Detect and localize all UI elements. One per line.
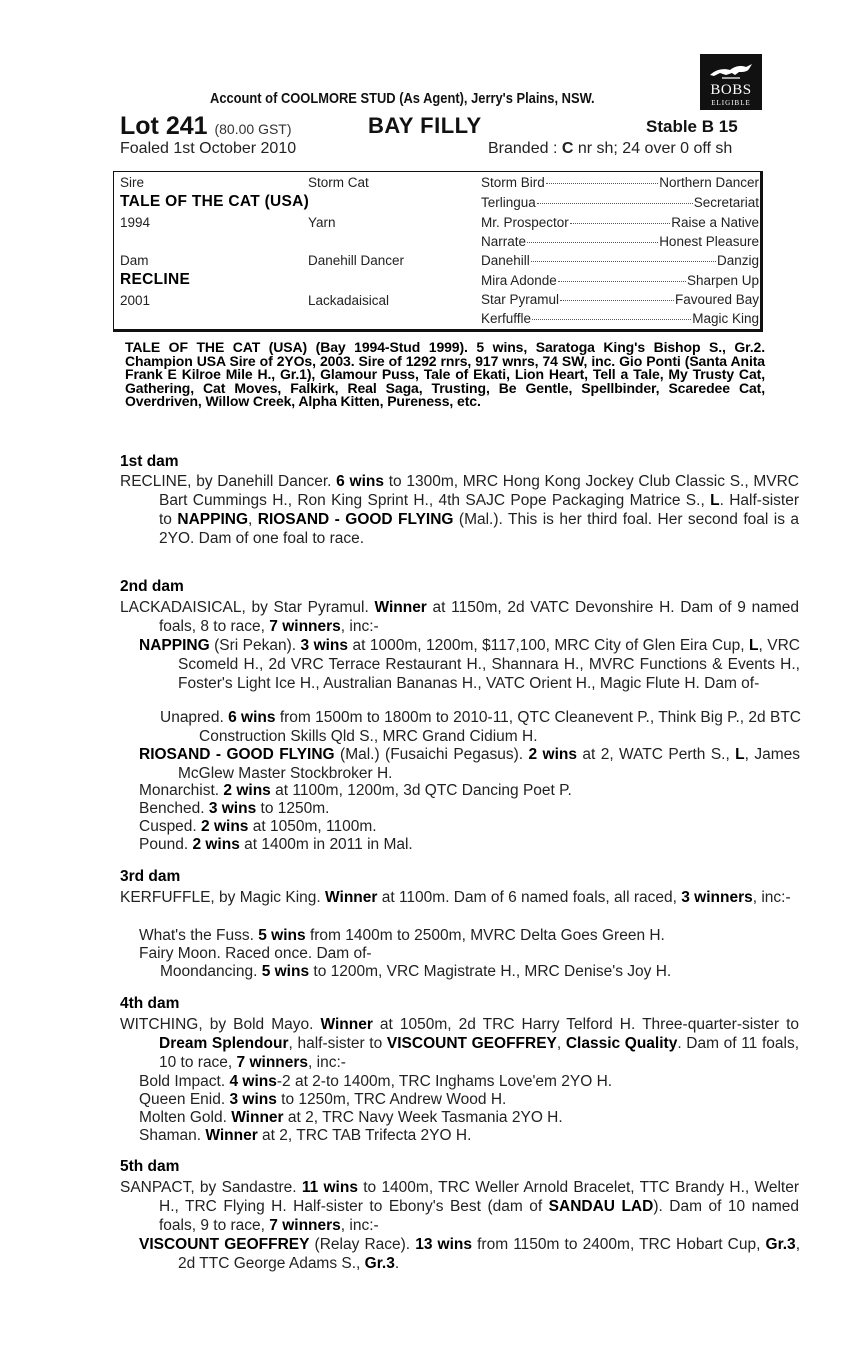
brand-info (488, 140, 732, 158)
record-text: Molten Gold. (139, 1109, 232, 1126)
highlight-text: L (735, 746, 745, 763)
highlight-text: L (749, 637, 759, 654)
highlight-text: Gr.3 (364, 1255, 395, 1272)
record-text: , (556, 1035, 566, 1052)
record-text: , 2d TTC George Adams S., (178, 1236, 800, 1272)
record-text: at 1400m in 2011 in Mal. (239, 836, 413, 853)
sire-label: Sire (120, 175, 145, 190)
record-text: What's the Fuss. (139, 927, 259, 944)
record-text: , inc:- (340, 618, 379, 635)
highlight-text: NAPPING (139, 637, 210, 654)
record-text: at 1050m, 1100m. (248, 818, 377, 835)
pedigree-gen3-row (481, 215, 759, 230)
highlight-text: Winner (320, 1016, 373, 1033)
record-text: at 1100m. Dam of 6 named foals, all raced, (377, 889, 682, 906)
record-text: Benched. (139, 800, 209, 817)
record-text: Pound. (139, 836, 193, 853)
dam-heading: 2nd dam (120, 578, 184, 595)
pedigree-gen3-row (481, 311, 759, 326)
dam-name: RECLINE (120, 271, 191, 288)
record-text: (Sri Pekan). (209, 637, 301, 654)
pedigree-table (113, 171, 763, 332)
progeny-record (139, 1090, 800, 1109)
sire-sire: Storm Cat (308, 175, 369, 190)
pedigree-gen3-row (481, 175, 759, 190)
record-text: , inc:- (752, 889, 791, 906)
record-text: to 1250m. (256, 800, 330, 817)
highlight-text: 6 wins (336, 473, 384, 490)
record-text: at 1100m, 1200m, 3d QTC Dancing Poet P. (270, 782, 572, 799)
highlight-text: VISCOUNT GEOFFREY (139, 1236, 310, 1253)
record-text: to 1250m, TRC Andrew Wood H. (276, 1091, 507, 1108)
record-text: at 2, TRC Navy Week Tasmania 2YO H. (283, 1109, 563, 1126)
highlight-text: 13 wins (415, 1236, 472, 1253)
brand-label: Branded : (488, 140, 562, 157)
record-text: from 1400m to 2500m, MVRC Delta Goes Green H. (305, 927, 665, 944)
highlight-text: SANDAU LAD (548, 1198, 654, 1215)
highlight-text: 2 wins (192, 836, 240, 853)
record-text: to 1300m, MRC Hong Kong Jockey Club Classic S., MVRC Bart Cummings H., Ron King Sprint H., 4th SAJC Pope Packaging Matrice S., (159, 473, 799, 509)
gen3-sire: Raise a Native (671, 215, 759, 230)
record-text: SANPACT, by Sandastre. (120, 1179, 302, 1196)
dam-heading: 4th dam (120, 995, 180, 1012)
horse-icon (708, 60, 754, 80)
gen3-sire: Danzig (716, 253, 759, 268)
progeny-record (139, 1072, 800, 1091)
gen3-horse: Star Pyramul (481, 292, 560, 307)
record-text: from 1150m to 2400m, TRC Hobart Cup, (472, 1236, 766, 1253)
record-text: . Half-sister to (159, 492, 799, 528)
highlight-text: 11 wins (301, 1179, 358, 1196)
progeny-record (139, 926, 800, 945)
highlight-text: Winner (325, 889, 378, 906)
highlight-text: 3 wins (208, 800, 257, 817)
highlight-text: RIOSAND - GOOD FLYING (257, 511, 454, 528)
record-text: at 2, WATC Perth S., (577, 746, 736, 763)
gen3-sire: Favoured Bay (674, 292, 759, 307)
dam-record (120, 888, 799, 907)
progeny-record (139, 1126, 800, 1145)
highlight-text: 5 wins (258, 927, 306, 944)
highlight-text: 3 winners (681, 889, 753, 906)
dam-dam: Lackadaisical (308, 293, 390, 308)
record-text: at 2, TRC TAB Trifecta 2YO H. (257, 1127, 472, 1144)
progeny-record (160, 962, 801, 981)
horse-description: BAY FILLY (368, 113, 482, 138)
record-text: (Relay Race). (309, 1236, 416, 1253)
dam-record (120, 598, 799, 636)
highlight-text: 2 wins (201, 818, 249, 835)
highlight-text: 7 winners (269, 1217, 341, 1234)
record-text: at 1000m, 1200m, $117,100, MRC City of Glen Eira Cup, (348, 637, 750, 654)
progeny-record (139, 944, 800, 963)
highlight-text: 4 wins (229, 1073, 277, 1090)
highlight-text: Classic Quality (565, 1035, 678, 1052)
dam-record (120, 472, 799, 548)
progeny-record (160, 708, 801, 746)
record-text: to 1400m, TRC Weller Arnold Bracelet, TTC Brandy H., Welter H., TRC Flying H. Half-sister to Ebony's Best (dam of (159, 1179, 799, 1215)
dam-heading: 3rd dam (120, 868, 181, 885)
progeny-record (139, 636, 800, 693)
record-text: , inc:- (308, 1054, 346, 1071)
dam-heading: 1st dam (120, 453, 179, 470)
gen3-horse: Danehill (481, 253, 530, 268)
record-text: Monarchist. (139, 782, 224, 799)
record-text: Bold Impact. (139, 1073, 230, 1090)
stable-location: Stable B 15 (646, 117, 738, 136)
brand-detail: nr sh; 24 over 0 off sh (573, 140, 733, 157)
gen3-sire: Magic King (692, 311, 759, 326)
progeny-record (139, 835, 800, 854)
pedigree-gen3-row (481, 273, 759, 288)
highlight-text: Dream Splendour (159, 1035, 289, 1052)
highlight-text: 6 wins (228, 709, 276, 726)
record-text: , VRC Scomeld H., 2d VRC Terrace Restaurant H., Shannara H., MVRC Functions & Events H., Foster's Light Ice H., Australian Bananas H., VATC Orient H., Magic Flute H. Dam of- (178, 637, 800, 692)
record-text: (Mal.) (Fusaichi Pegasus). (334, 746, 529, 763)
sire-dam: Yarn (308, 215, 336, 230)
record-text: -2 at 2-to 1400m, TRC Inghams Love'em 2YO H. (276, 1073, 613, 1090)
record-text: , James McGlew Master Stockbroker H. (178, 746, 801, 782)
sire-summary: TALE OF THE CAT (USA) (Bay 1994-Stud 1999). 5 wins, Saratoga King's Bishop S., Gr.2. Champion USA Sire of 2YOs, 2003. Sire of 1292 rnrs, 917 wnrs, 74 SW, inc. Gio Ponti (Santa Anita Frank E Kilroe Mile H., Gr.1), Glamour Puss, Tale of Ekati, Lion Heart, Tell a Tale, My Trusty Cat, Gathering, Cat Moves, Falkirk, Real Saga, Trusting, Be Gentle, Spellbinder, Scaredee Cat, Overdriven, Willow Creek, Alpha Kitten, Pureness, etc. (125, 339, 765, 409)
record-text: KERFUFFLE, by Magic King. (120, 889, 326, 906)
progeny-record (139, 745, 800, 783)
record-text: , inc:- (340, 1217, 379, 1234)
record-text: WITCHING, by Bold Mayo. (120, 1016, 321, 1033)
sire-name: TALE OF THE CAT (USA) (120, 193, 310, 210)
logo-text: BOBS (710, 82, 752, 98)
highlight-text: 3 wins (300, 637, 349, 654)
gst-amount: (80.00 GST) (214, 121, 292, 137)
gen3-sire: Sharpen Up (686, 273, 759, 288)
pedigree-gen3-row (481, 292, 759, 307)
gen3-horse: Kerfuffle (481, 311, 532, 326)
record-text: LACKADAISICAL, by Star Pyramul. (120, 599, 375, 616)
gen3-horse: Mira Adonde (481, 273, 557, 288)
record-text: Fairy Moon. Raced once. Dam of- (139, 945, 372, 962)
record-text: . Dam of 11 foals, 10 to race, (159, 1035, 799, 1071)
pedigree-gen3-row (481, 234, 759, 249)
highlight-text: 5 wins (261, 963, 310, 980)
progeny-record (139, 817, 800, 836)
logo-subtext: ELIGIBLE (711, 99, 751, 107)
gen3-horse: Narrate (481, 234, 527, 249)
highlight-text: Winner (205, 1127, 258, 1144)
gen3-sire: Northern Dancer (659, 175, 759, 190)
bobs-logo (700, 54, 762, 110)
record-text: (Mal.). This is her third foal. Her second foal is a 2YO. Dam of one foal to race. (159, 511, 800, 547)
record-text: . (394, 1255, 400, 1272)
gen3-horse: Mr. Prospector (481, 215, 569, 230)
brand-mark: C (561, 140, 574, 157)
dam-record (120, 1015, 799, 1072)
gen3-sire: Honest Pleasure (659, 234, 759, 249)
record-text: ). Dam of 10 named foals, 9 to race, (159, 1198, 800, 1234)
highlight-text: L (710, 492, 720, 509)
record-text: Cusped. (139, 818, 202, 835)
record-text: Unapred. (160, 709, 229, 726)
highlight-text: Winner (374, 599, 427, 616)
highlight-text: 3 wins (229, 1091, 277, 1108)
record-text: at 1050m, 2d TRC Harry Telford H. Three-quarter-sister to (372, 1016, 799, 1033)
foaled-date: Foaled 1st October 2010 (120, 140, 297, 157)
record-text: , (248, 511, 258, 528)
highlight-text: Winner (231, 1109, 284, 1126)
gen3-horse: Storm Bird (481, 175, 545, 190)
gen3-sire: Secretariat (693, 195, 759, 210)
dam-heading: 5th dam (120, 1158, 180, 1175)
highlight-text: NAPPING (177, 511, 248, 528)
highlight-text: 7 winners (269, 618, 341, 635)
dam-sire: Danehill Dancer (308, 253, 405, 268)
record-text: from 1500m to 1800m to 2010-11, QTC Cleanevent P., Think Big P., 2d BTC Construction Skills Qld S., MRC Grand Cidium H. (199, 709, 801, 745)
record-text: Shaman. (139, 1127, 206, 1144)
record-text: , half-sister to (288, 1035, 387, 1052)
vendor-account: Account of COOLMORE STUD (As Agent), Jerry's Plains, NSW. (210, 90, 595, 107)
dam-label: Dam (120, 253, 149, 268)
dam-record (120, 1178, 799, 1235)
highlight-text: VISCOUNT GEOFFREY (386, 1035, 557, 1052)
record-text: RECLINE, by Danehill Dancer. (120, 473, 337, 490)
record-text: at 1150m, 2d VATC Devonshire H. Dam of 9 named foals, 8 to race, (159, 599, 799, 635)
record-text: Moondancing. (160, 963, 262, 980)
highlight-text: 2 wins (528, 746, 577, 763)
record-text: Queen Enid. (139, 1091, 230, 1108)
progeny-record (139, 1235, 800, 1273)
progeny-record (139, 799, 800, 818)
highlight-text: 2 wins (223, 782, 271, 799)
progeny-record (139, 1108, 800, 1127)
gen3-horse: Terlingua (481, 195, 536, 210)
record-text: to 1200m, VRC Magistrate H., MRC Denise's Joy H. (309, 963, 672, 980)
pedigree-gen3-row (481, 195, 759, 210)
highlight-text: Gr.3 (765, 1236, 796, 1253)
dam-year: 2001 (120, 293, 151, 308)
highlight-text: 7 winners (236, 1054, 309, 1071)
lot-number (120, 112, 292, 141)
lot-label: Lot 241 (120, 112, 208, 140)
pedigree-gen3-row (481, 253, 759, 268)
progeny-record (139, 781, 800, 800)
sire-year: 1994 (120, 215, 151, 230)
highlight-text: RIOSAND - GOOD FLYING (139, 746, 335, 763)
